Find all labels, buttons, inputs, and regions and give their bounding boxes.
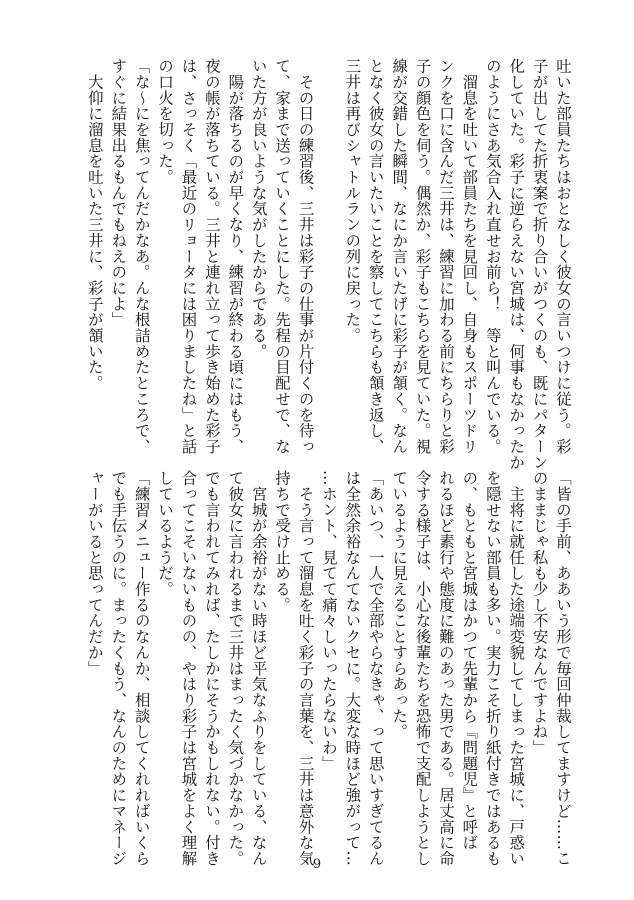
text-line: 「練習メニュー作るのなんか、相談してくれればいくら	[132, 470, 151, 867]
text-line: のようにさあ気合入れ直せお前ら！ 等と叫んでいる。	[483, 58, 502, 455]
text-line	[317, 58, 340, 450]
text-line: の口火を切った。	[156, 58, 175, 185]
text-line: 三井は再びシャトルランの列に戻った。	[343, 58, 362, 344]
text-line: 「な～にを焦ってんだかなあ。んな根詰めたところで、	[132, 58, 151, 455]
text-line: 吐いた部員たちはおとなしく彼女の言いつけに従う。彩	[554, 58, 572, 455]
text-line: 令する様子は、小心な後輩たちを恐怖で支配しようとし	[413, 470, 432, 867]
text-line: 持ちで受け止める。	[273, 470, 292, 613]
text-line: のままじゃ私も少し不安なんですよね」	[530, 470, 549, 756]
text-line: 化していた。彩子に逆らえない宮城は、何事もなかったか	[507, 58, 526, 471]
text-line: 溜息を吐いて部員たちを見回し、自身もスポーツドリ	[460, 58, 479, 455]
text-line: しているようだ。	[156, 470, 175, 597]
text-line: でも言われてみれば、たしかにそうかもしれない。付き	[202, 470, 221, 867]
text-block-top	[82, 58, 574, 471]
text-line: 合ってこそいないものの、やはり彩子は宮城をよく理解	[179, 470, 198, 867]
text-line: 子が出してた折衷案で折り合いがつくのも、既にパターン	[530, 58, 549, 471]
text-line: は、さっそく「最近のリョータには困りましたね」と話	[179, 58, 198, 455]
text-line: その日の練習後、三井は彩子の仕事が片付くのを待っ	[296, 58, 315, 455]
text-line: 夜の帳が落ちている。三井と連れ立って歩き始めた彩子	[202, 58, 221, 455]
text-block-bottom	[82, 470, 574, 867]
text-line: 宮城が余裕がない時ほど平気なふりをしている、なん	[249, 470, 268, 867]
text-line: て、家まで送っていくことにした。先程の目配せで、な	[273, 58, 292, 455]
text-line: は全然余裕なんてないクセに。大変な時ほど強がって…	[343, 470, 362, 867]
page-number: 9	[312, 857, 322, 872]
text-line: 「皆の手前、ああいう形で毎回仲裁してますけど……こ	[554, 470, 572, 867]
text-line: となく彼女の言いたいことを察してこちらも頷き返し、	[366, 58, 385, 455]
text-line: 「あいつ、一人で全部やらなきゃ、って思いすぎてるん	[366, 470, 385, 867]
text-line: 陽が落ちるのが早くなり、練習が終わる頃にはもう、	[226, 58, 245, 455]
text-line: の、もともと宮城はかつて先輩から『問題児』と呼ば	[460, 470, 479, 851]
text-line: ャーがいると思ってんだか」	[85, 470, 104, 677]
text-line: そう言って溜息を吐く彩子の言葉を、三井は意外な気	[296, 470, 315, 867]
text-line: でも手伝うのに。まったくもう、なんのためにマネージ	[109, 470, 128, 867]
text-line: て彼女に言われるまで三井はまったく気づかなかった。	[226, 470, 245, 867]
text-line: いた方が良いような気がしたからである。	[249, 58, 268, 360]
text-line: ているように見えることすらあった。	[390, 470, 409, 740]
text-line: …ホント、見てて痛々しいったらないわ」	[319, 470, 338, 772]
text-line: 主将に就任した途端変貌してしまった宮城に、戸惑い	[507, 470, 526, 867]
text-line: 線が交錯した瞬間、なにか言いたげに彩子が頷く。なん	[390, 58, 409, 455]
text-line: ンクを口に含んだ三井は、練習に加わる前にちらりと彩	[436, 58, 455, 455]
text-line: 大仰に溜息を吐いた三井に、彩子が頷いた。	[85, 58, 104, 391]
text-line: 子の顔色を伺う。偶然か、彩子もこちらを見ていた。視	[413, 58, 432, 455]
text-line: れるほど素行や態度に難のあった男である。居丈高に命	[436, 470, 455, 867]
text-line: を隠せない部員も多い。実力こそ折り紙付きではあるも	[483, 470, 502, 867]
text-line: すぐに結果出るもんでもねえのによ」	[109, 58, 128, 328]
